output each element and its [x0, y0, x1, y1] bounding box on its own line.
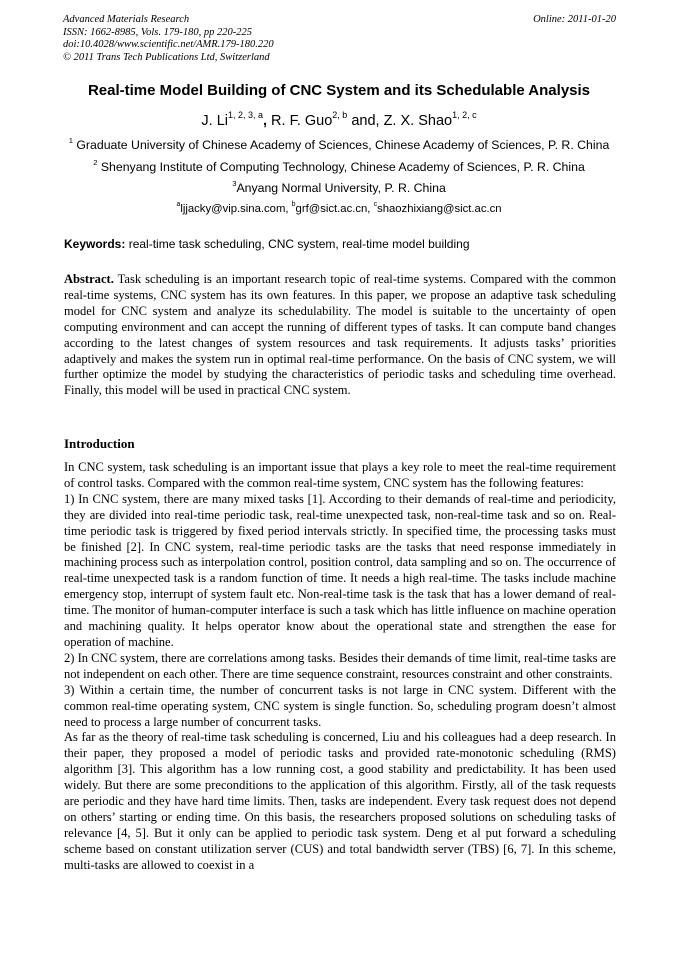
paragraph: 3) Within a certain time, the number of concurrent tasks is not large in CNC system. Different with the common real-time operating system, CNC system is single function. So, scheduling program doesn’t almost need to process a large number of concurrent tasks.: [64, 682, 616, 729]
affiliation-text: Anyang Normal University, P. R. China: [236, 181, 446, 195]
affiliation-3: [30, 178, 648, 195]
journal-header: [63, 14, 616, 64]
journal-copyright: © 2011 Trans Tech Publications Ltd, Switzerland: [63, 51, 270, 63]
author-conjunction: and,: [347, 113, 380, 129]
abstract: [64, 272, 616, 399]
introduction-body: [64, 460, 616, 874]
section-heading-introduction: Introduction: [64, 436, 135, 451]
paragraph: 2) In CNC system, there are correlations among tasks. Besides their demands of time limit, real-time tasks are not independent on each other. There are time sequence constraint, resources constraint and other constraints.: [64, 650, 616, 681]
paragraph: As far as the theory of real-time task scheduling is concerned, Liu and his colleagues had a deep research. In their paper, they proposed a model of periodic tasks and provided rate-monotonic scheduling (RMS) algorithm [3]. This algorithm has a low running cost, a good stability and predictability. It has been used widely. But there are some preconditions to the application of this algorithm. Firstly, all of the task requests are periodic and they have hard time limits. Then, tasks are independent. Every task request does not depend on others’ starting or ending time. On this basis, the researchers proposed solutions on scheduling tasks of relevance [4, 5]. But it only can be applied to periodic task system. Deng et al put forward a scheduling scheme based on constant utilization server (CUS) and total bandwidth server (TBS) [6, 7]. In this scheme, multi-tasks are allowed to coexist in a: [64, 730, 616, 872]
paragraph: 1) In CNC system, there are many mixed tasks [1]. According to their demands of real-time and periodicity, they are divided into real-time periodic task, real-time unexpected task, non-real-time task and so on. Real-time periodic task is triggered by fixed period intervals strictly. In specified time, the processing tasks must be finished [2]. In CNC system, real-time periodic tasks are the tasks that need response immediately in machining process such as interpolation control, position control, data sampling and so on. The occurrence of real-time unexpected task is a random function of time. It needs a high real-time. The tasks include machine emergency stop, interrupt of system fault etc. Non-real-time task is the task that has a lower demand of real-time. The monitor of human-computer interface is such a task which has little influence on machine operation and machining quality. It helps operator know about the operational state and strengthen the ease for operation of machine.: [64, 491, 616, 649]
affiliation-2: [30, 157, 648, 174]
email-address[interactable]: ljjacky@vip.sina.com,: [180, 203, 292, 215]
journal-doi[interactable]: doi:10.4028/www.scientific.net/AMR.179-180.220: [63, 39, 274, 50]
author-name: J. Li: [201, 113, 229, 129]
affiliation-marker: 3: [232, 178, 237, 188]
author-affiliation-marker: 1, 2, 3, a: [228, 109, 263, 120]
author-line: [40, 109, 638, 129]
author-name: R. F. Guo: [267, 113, 333, 129]
author-affiliation-marker: 2, b: [332, 109, 348, 120]
paper-title: Real-time Model Building of CNC System and its Schedulable Analysis: [87, 82, 591, 99]
affiliation-marker: 1: [68, 135, 73, 145]
email-line: [30, 203, 648, 215]
email-address[interactable]: grf@sict.ac.cn,: [295, 203, 374, 215]
online-date: Online: 2011-01-20: [533, 14, 616, 25]
journal-issn: ISSN: 1662-8985, Vols. 179-180, pp 220-225: [63, 26, 252, 38]
author-affiliation-marker: 1, 2, c: [452, 109, 477, 120]
author-separator: ,: [262, 113, 268, 129]
affiliation-text: Shenyang Institute of Computing Technology, Chinese Academy of Sciences, P. R. China: [97, 160, 585, 174]
affiliation-1: [30, 135, 648, 152]
abstract-label: Abstract.: [64, 272, 114, 286]
abstract-text: Task scheduling is an important research topic of real-time systems. Compared with the common real-time systems, CNC system has its own features. In this paper, we propose an adaptive task scheduling model for CNC system and analyze its schedulability. The model is suitable to the uncertainty of open computing environment and can accept the running of different types of tasks. It can compute band changes according to the latest changes of system resources and task requirements. It adjusts tasks’ priorities adaptively and makes the system run in optimal real-time performance. On the basis of CNC system, we will further optimize the model by studying the characteristics of periodic tasks and scheduling time overhead. Finally, this model will be used in practical CNC system.: [64, 272, 616, 398]
keywords-label: Keywords:: [64, 237, 126, 251]
email-marker: c: [373, 201, 378, 209]
paragraph: In CNC system, task scheduling is an important issue that plays a key role to meet the real-time requirement of control tasks. Compared with the common real-time system, CNC system has the following features:: [64, 460, 616, 490]
author-name: Z. X. Shao: [379, 113, 453, 129]
keywords: [64, 237, 616, 251]
email-marker: b: [291, 201, 296, 209]
email-marker: a: [176, 201, 181, 209]
keywords-text: real-time task scheduling, CNC system, real-time model building: [125, 237, 470, 251]
journal-name: Advanced Materials Research: [63, 14, 190, 25]
email-address[interactable]: shaozhixiang@sict.ac.cn: [377, 203, 502, 215]
affiliation-text: Graduate University of Chinese Academy of Sciences, Chinese Academy of Sciences, P. R. China: [72, 138, 610, 152]
affiliation-marker: 2: [93, 157, 98, 167]
